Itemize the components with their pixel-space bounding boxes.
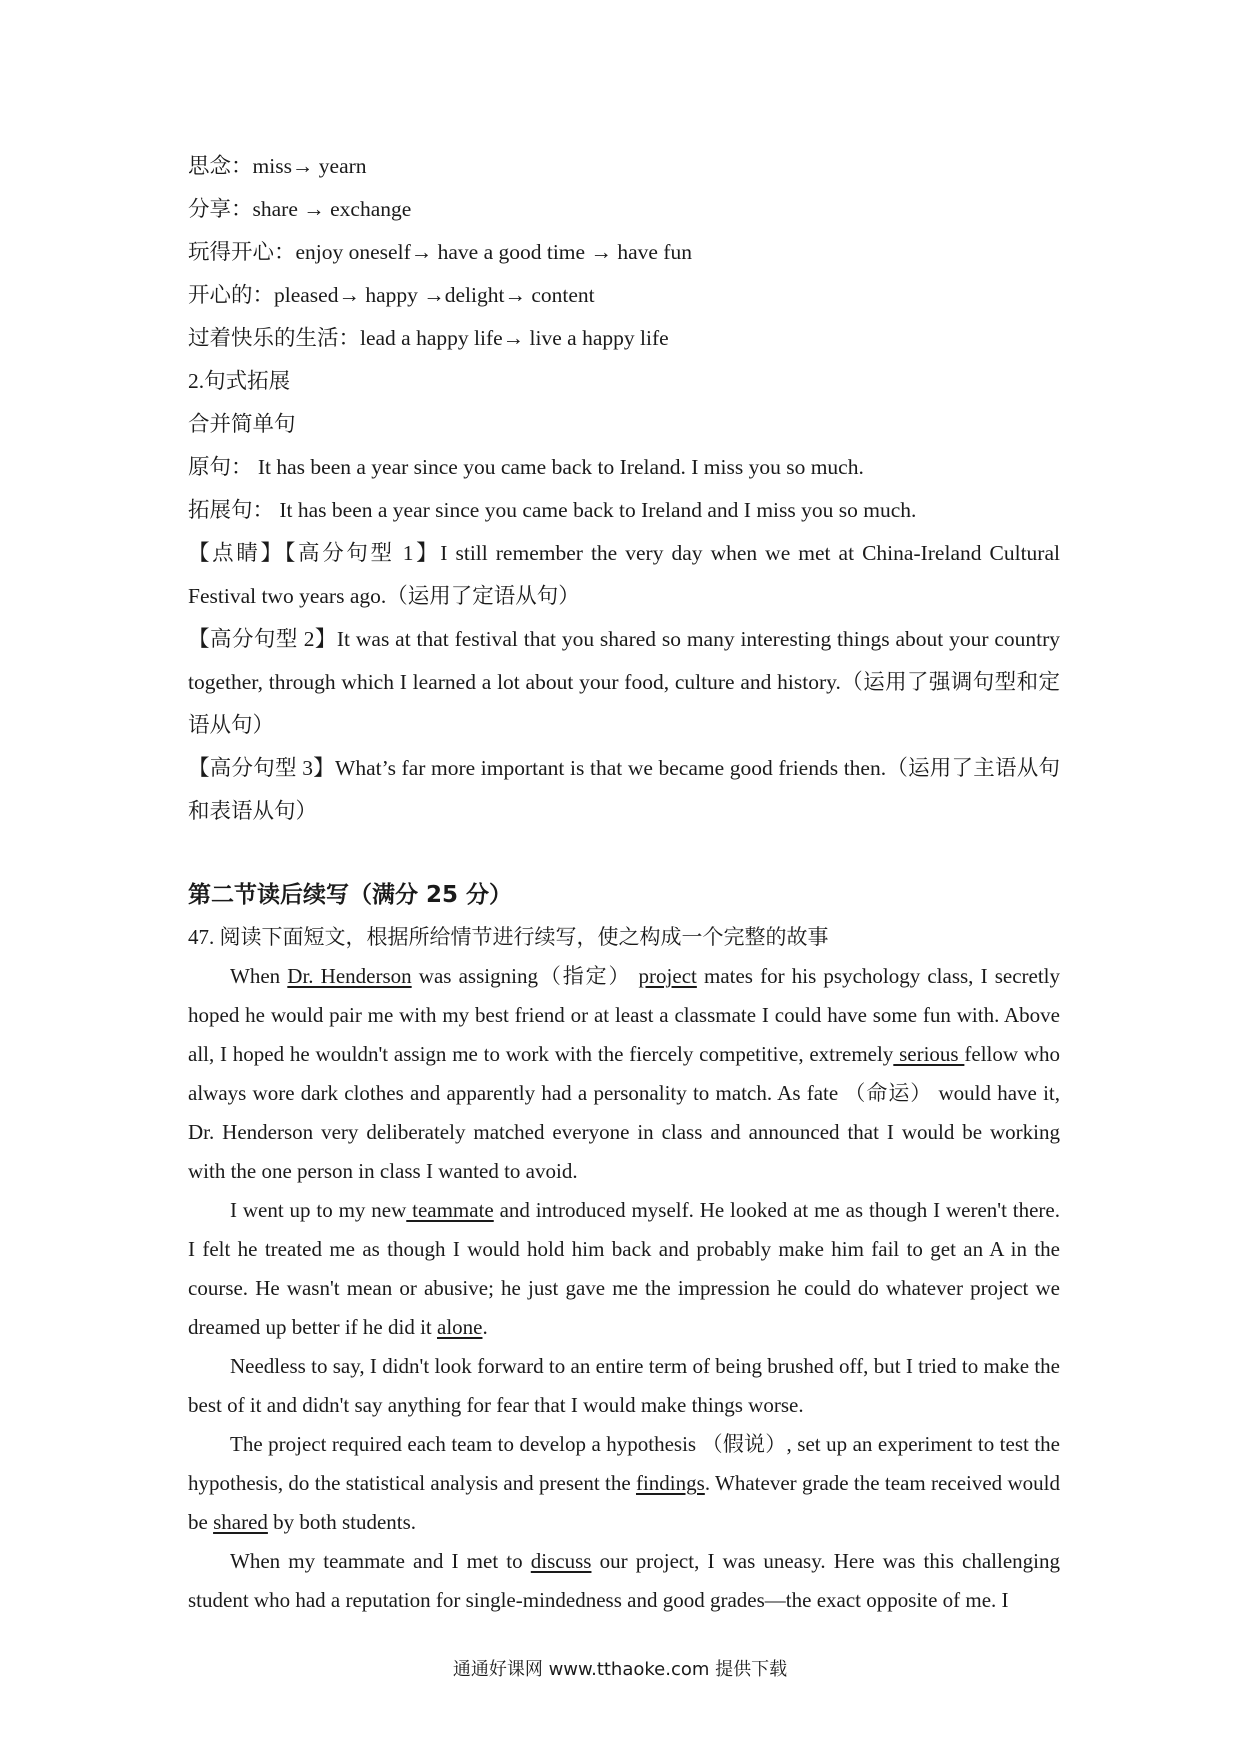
vocab-line: 开心的：pleased→ happy →delight→ content bbox=[188, 283, 595, 307]
passage-paragraph-5: When my teammate and I met to discuss our project, I was uneasy. Here was this challenging student who had a reputation for single-mindedness and good grades—the exact opposite of me. I bbox=[188, 1549, 1060, 1612]
highlight-sentence-3: 【高分句型 3】What’s far more important is that we became good friends then.（运用了主语从句和表语从句） bbox=[188, 756, 1060, 823]
question-prompt: 47. 阅读下面短文，根据所给情节进行续写，使之构成一个完整的故事 bbox=[188, 925, 829, 949]
vocab-line: 玩得开心：enjoy oneself→ have a good time → have fun bbox=[188, 240, 692, 264]
passage-paragraph-2: I went up to my new teammate and introduced myself. He looked at me as though I weren't there. I felt he treated me as though I would hold him back and probably make him fail to get an A in the course. He wasn't mean or abusive; he just gave me the impression he could do whatever project we dreamed up better if he did it alone. bbox=[188, 1198, 1060, 1339]
underlined-word: findings bbox=[635, 1471, 705, 1495]
vocab-line: 分享：share → exchange bbox=[188, 197, 412, 221]
passage-paragraph-4: The project required each team to develop a hypothesis （假说）, set up an experiment to test the hypothesis, do the statistical analysis and present the findings. Whatever grade the team received would be shared by both students. bbox=[188, 1432, 1061, 1534]
section-title: 第二节读后续写（满分 25 分） bbox=[188, 882, 513, 908]
highlight-sentence-2: 【高分句型 2】It was at that festival that you shared so many interesting things about your country together, through which I learned a lot about your food, culture and history.（运用了强调句型和定语从句） bbox=[188, 627, 1060, 737]
underlined-word: project bbox=[638, 964, 697, 988]
passage-paragraph-1: When Dr. Henderson was assigning（指定） project mates for his psychology class, I secretly hoped he would pair me with my best friend or at least a classmate I could have some fun with. Above all, I hoped he wouldn't assign me to work with the fiercely competitive, extremely serious fellow who always wore dark clothes and apparently had a personality to match. As fate （命运） would have it, Dr. Henderson very deliberately matched everyone in class and announced that I would be working with the one person in class I wanted to avoid. bbox=[188, 964, 1061, 1183]
highlight-sentence-1: 【点睛】【高分句型 1】I still remember the very day when we met at China-Ireland Cultural Festival two years ago.（运用了定语从句） bbox=[188, 541, 1060, 608]
vocab-line: 过着快乐的生活：lead a happy life→ live a happy life bbox=[188, 326, 669, 350]
vocab-line: 思念：miss→ yearn bbox=[188, 154, 367, 178]
underlined-word: shared bbox=[213, 1510, 268, 1534]
underlined-word: discuss bbox=[530, 1549, 592, 1573]
underlined-word: teammate bbox=[406, 1198, 494, 1222]
page-content bbox=[188, 145, 1060, 1620]
sentence-heading: 2.句式拓展 bbox=[188, 369, 291, 393]
underlined-word: serious bbox=[893, 1042, 965, 1066]
underlined-word: Dr. Henderson bbox=[287, 964, 412, 988]
passage-paragraph-3: Needless to say, I didn't look forward to an entire term of being brushed off, but I tried to make the best of it and didn't say anything for fear that I would make things worse. bbox=[188, 1354, 1060, 1417]
expanded-sentence: 拓展句： It has been a year since you came back to Ireland and I miss you so much. bbox=[188, 498, 917, 522]
sentence-subheading: 合并简单句 bbox=[188, 412, 296, 436]
underlined-word: alone bbox=[437, 1315, 483, 1339]
page-footer: 通通好课网 www.tthaoke.com 提供下载 bbox=[452, 1659, 788, 1680]
original-sentence: 原句： It has been a year since you came back to Ireland. I miss you so much. bbox=[188, 455, 864, 479]
passage bbox=[188, 957, 1060, 1620]
